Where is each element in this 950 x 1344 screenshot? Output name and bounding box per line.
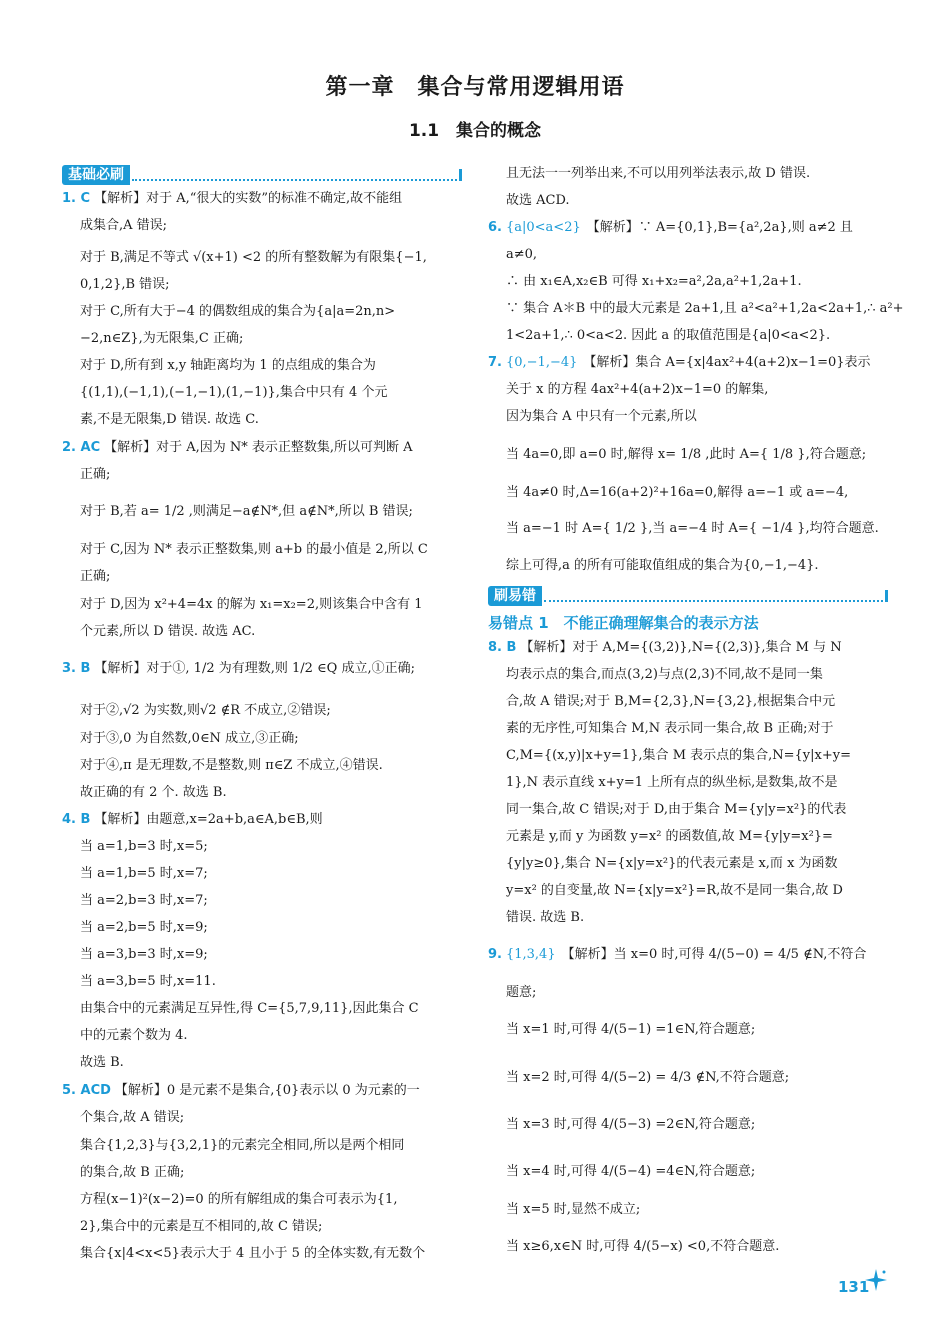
q6-number: 6. xyxy=(488,220,502,235)
q8-line-6: 1},N 表示直线 x+y=1 上所有点的纵坐标,是数集,故不是 xyxy=(506,775,838,790)
q5-line-3: 集合{1,2,3}与{3,2,1}的元素完全相同,所以是两个相同 xyxy=(80,1138,405,1153)
q5-line-5: 方程(x−1)²(x−2)=0 的所有解组成的集合可表示为{1, xyxy=(80,1192,398,1207)
q8-answer: 8. B xyxy=(488,640,517,655)
q9-line-6: 当 x=4 时,可得 4/(5−4) =4∈N,符合题意; xyxy=(506,1164,756,1179)
q6-answer: {a|0<a<2} xyxy=(505,220,581,235)
q1-line-6: −2,n∈Z},为无限集,C 正确; xyxy=(80,331,244,346)
q5-cont-line-1: 且无法一一列举出来,不可以用列举法表示,故 D 错误. xyxy=(506,166,811,181)
q8-line-2: 均表示点的集合,而点(3,2)与点(2,3)不同,故不是同一集 xyxy=(506,667,823,682)
q6-line-5: 1<2a+1,∴ 0<a<2. 因此 a 的取值范围是{a|0<a<2}. xyxy=(506,328,831,343)
mistakes-band-label: 刷易错 xyxy=(488,586,542,606)
q4-line-1 xyxy=(62,811,323,829)
q3-line-4: 对于④,π 是无理数,不是整数,则 π∈Z 不成立,④错误. xyxy=(80,758,383,773)
q4-answer: 4. B xyxy=(62,812,91,827)
q6-line-3: ∴ 由 x₁∈A,x₂∈B 可得 x₁+x₂=a²,2a,a²+1,2a+1. xyxy=(506,274,802,289)
q9-line-7: 当 x=5 时,显然不成立; xyxy=(506,1202,641,1217)
band-dotted-rule xyxy=(544,590,883,602)
q6-line-1 xyxy=(488,219,853,237)
q1-text-1: 【解析】对于 A,“很大的实数”的标准不确定,故不能组 xyxy=(94,191,403,206)
q9-answer: {1,3,4} xyxy=(505,947,556,962)
q5-cont-line-2: 故选 ACD. xyxy=(506,193,570,208)
q1-line-5: 对于 C,所有大于−4 的偶数组成的集合为{a|a=2n,n> xyxy=(80,304,396,319)
q9-number: 9. xyxy=(488,947,502,962)
q7-line-4: 当 4a=0,即 a=0 时,解得 x= 1/8 ,此时 A={ 1/8 },符合题意; xyxy=(506,447,867,462)
q7-line-5: 当 4a≠0 时,Δ=16(a+2)²+16a=0,解得 a=−1 或 a=−4, xyxy=(506,485,849,500)
q7-line-7: 综上可得,a 的所有可能取值组成的集合为{0,−1,−4}. xyxy=(506,558,819,573)
basic-band xyxy=(62,165,462,185)
band-dotted-rule xyxy=(132,169,457,181)
q8-line-7: 同一集合,故 C 错误;对于 D,由于集合 M={y|y=x²}的代表 xyxy=(506,802,847,817)
q2-line-4: 对于 C,因为 N* 表示正整数集,则 a+b 的最小值是 2,所以 C xyxy=(80,542,428,557)
q4-line-3: 当 a=1,b=5 时,x=7; xyxy=(80,866,208,881)
q1-line-9: 素,不是无限集,D 错误. 故选 C. xyxy=(80,412,259,427)
q9-line-4: 当 x=2 时,可得 4/(5−2) = 4/3 ∉N,不符合题意; xyxy=(506,1070,790,1085)
q4-line-5: 当 a=2,b=5 时,x=9; xyxy=(80,920,208,935)
mistake-point-heading: 易错点 1 不能正确理解集合的表示方法 xyxy=(488,614,759,632)
q3-answer: 3. B xyxy=(62,661,91,676)
q4-line-7: 当 a=3,b=5 时,x=11. xyxy=(80,974,216,989)
q5-line-2: 个集合,故 A 错误; xyxy=(80,1110,185,1125)
q9-line-8: 当 x≥6,x∈N 时,可得 4/(5−x) <0,不符合题意. xyxy=(506,1239,780,1254)
q9-text-1: 【解析】当 x=0 时,可得 4/(5−0) = 4/5 ∉N,不符合 xyxy=(561,947,867,962)
q5-line-1 xyxy=(62,1082,420,1100)
q7-line-2: 关于 x 的方程 4ax²+4(a+2)x−1=0 的解集, xyxy=(506,382,769,397)
q6-line-2: a≠0, xyxy=(506,247,538,262)
q7-text-1: 【解析】集合 A={x|4ax²+4(a+2)x−1=0}表示 xyxy=(583,355,871,370)
q2-line-5: 正确; xyxy=(80,569,111,584)
q2-line-2: 正确; xyxy=(80,467,111,482)
mistakes-band xyxy=(488,586,888,606)
q3-line-3: 对于③,0 为自然数,0∈N 成立,③正确; xyxy=(80,731,299,746)
q5-line-6: 2},集合中的元素是互不相同的,故 C 错误; xyxy=(80,1219,323,1234)
q7-answer: {0,−1,−4} xyxy=(505,355,578,370)
q1-line-2: 成集合,A 错误; xyxy=(80,218,168,233)
q1-answer: 1. C xyxy=(62,191,91,206)
chapter-title: 第一章 集合与常用逻辑用语 xyxy=(325,75,625,100)
q6-line-4: ∵ 集合 A＊B 中的最大元素是 2a+1,且 a²<a²+1,2a<2a+1,∴ a²+ xyxy=(506,301,904,316)
q5-line-7: 集合{x|4<x<5}表示大于 4 且小于 5 的全体实数,有无数个 xyxy=(80,1246,426,1261)
q6-text-1: 【解析】∵ A={0,1},B={a²,2a},则 a≠2 且 xyxy=(586,220,853,235)
q9-line-1 xyxy=(488,946,866,964)
q4-line-10: 故选 B. xyxy=(80,1055,124,1070)
q2-line-1 xyxy=(62,439,413,457)
q1-line-7: 对于 D,所有到 x,y 轴距离均为 1 的点组成的集合为 xyxy=(80,358,376,373)
q2-line-3: 对于 B,若 a= 1/2 ,则满足−a∉N*,但 a∉N*,所以 B 错误; xyxy=(80,504,413,519)
q8-line-11: 错误. 故选 B. xyxy=(506,910,585,925)
q4-line-8: 由集合中的元素满足互异性,得 C={5,7,9,11},因此集合 C xyxy=(80,1001,419,1016)
q2-line-6: 对于 D,因为 x²+4=4x 的解为 x₁=x₂=2,则该集合中含有 1 xyxy=(80,597,423,612)
band-end-mark xyxy=(885,590,888,602)
q4-line-2: 当 a=1,b=3 时,x=5; xyxy=(80,839,208,854)
q9-line-2: 题意; xyxy=(506,985,537,1000)
q3-text-1: 【解析】对于①, 1/2 为有理数,则 1/2 ∈Q 成立,①正确; xyxy=(94,661,415,676)
q1-line-3: 对于 B,满足不等式 √(x+1) <2 的所有整数解为有限集{−1, xyxy=(80,250,427,265)
q8-line-10: y=x² 的自变量,故 N={x|y=x²}=R,故不是同一集合,故 D xyxy=(506,883,843,898)
q7-line-6: 当 a=−1 时 A={ 1/2 },当 a=−4 时 A={ −1/4 },均符合题意. xyxy=(506,521,879,536)
q1-line-1 xyxy=(62,190,402,208)
q7-number: 7. xyxy=(488,355,502,370)
page-number: 131 xyxy=(838,1278,870,1296)
q7-line-1 xyxy=(488,354,871,372)
q9-line-5: 当 x=3 时,可得 4/(5−3) =2∈N,符合题意; xyxy=(506,1117,756,1132)
q8-line-4: 素的无序性,可知集合 M,N 表示同一集合,故 B 正确;对于 xyxy=(506,721,834,736)
band-end-mark xyxy=(459,169,462,181)
q3-line-5: 故正确的有 2 个. 故选 B. xyxy=(80,785,227,800)
q4-text-1: 【解析】由题意,x=2a+b,a∈A,b∈B,则 xyxy=(94,812,323,827)
q5-answer: 5. ACD xyxy=(62,1083,111,1098)
section-title: 1.1 集合的概念 xyxy=(408,121,542,141)
q4-line-9: 中的元素个数为 4. xyxy=(80,1028,188,1043)
q8-line-8: 元素是 y,而 y 为函数 y=x² 的函数值,故 M={y|y=x²}= xyxy=(506,829,833,844)
q9-line-3: 当 x=1 时,可得 4/(5−1) =1∈N,符合题意; xyxy=(506,1022,756,1037)
q3-line-1 xyxy=(62,660,415,678)
q2-text-1: 【解析】对于 A,因为 N* 表示正整数集,所以可判断 A xyxy=(104,440,413,455)
q2-answer: 2. AC xyxy=(62,440,101,455)
q8-line-5: C,M={(x,y)|x+y=1},集合 M 表示点的集合,N={y|x+y= xyxy=(506,748,851,763)
q5-text-1: 【解析】0 是元素不是集合,{0}表示以 0 为元素的一 xyxy=(114,1083,420,1098)
q8-line-1 xyxy=(488,639,842,657)
q4-line-4: 当 a=2,b=3 时,x=7; xyxy=(80,893,208,908)
q1-line-8: {(1,1),(−1,1),(−1,−1),(1,−1)},集合中只有 4 个元 xyxy=(80,385,388,400)
sparkle-star-icon xyxy=(864,1268,888,1292)
q8-line-9: {y|y≥0},集合 N={x|y=x²}的代表元素是 x,而 x 为函数 xyxy=(506,856,838,871)
q4-line-6: 当 a=3,b=3 时,x=9; xyxy=(80,947,208,962)
q7-line-3: 因为集合 A 中只有一个元素,所以 xyxy=(506,409,697,424)
q3-line-2: 对于②,√2 为实数,则√2 ∉R 不成立,②错误; xyxy=(80,703,331,718)
q8-text-1: 【解析】对于 A,M={(3,2)},N={(2,3)},集合 M 与 N xyxy=(520,640,842,655)
basic-band-label: 基础必刷 xyxy=(62,165,130,185)
q8-line-3: 合,故 A 错误;对于 B,M={2,3},N={3,2},根据集合中元 xyxy=(506,694,836,709)
q5-line-4: 的集合,故 B 正确; xyxy=(80,1165,185,1180)
q2-line-7: 个元素,所以 D 错误. 故选 AC. xyxy=(80,624,256,639)
q1-line-4: 0,1,2},B 错误; xyxy=(80,277,170,292)
